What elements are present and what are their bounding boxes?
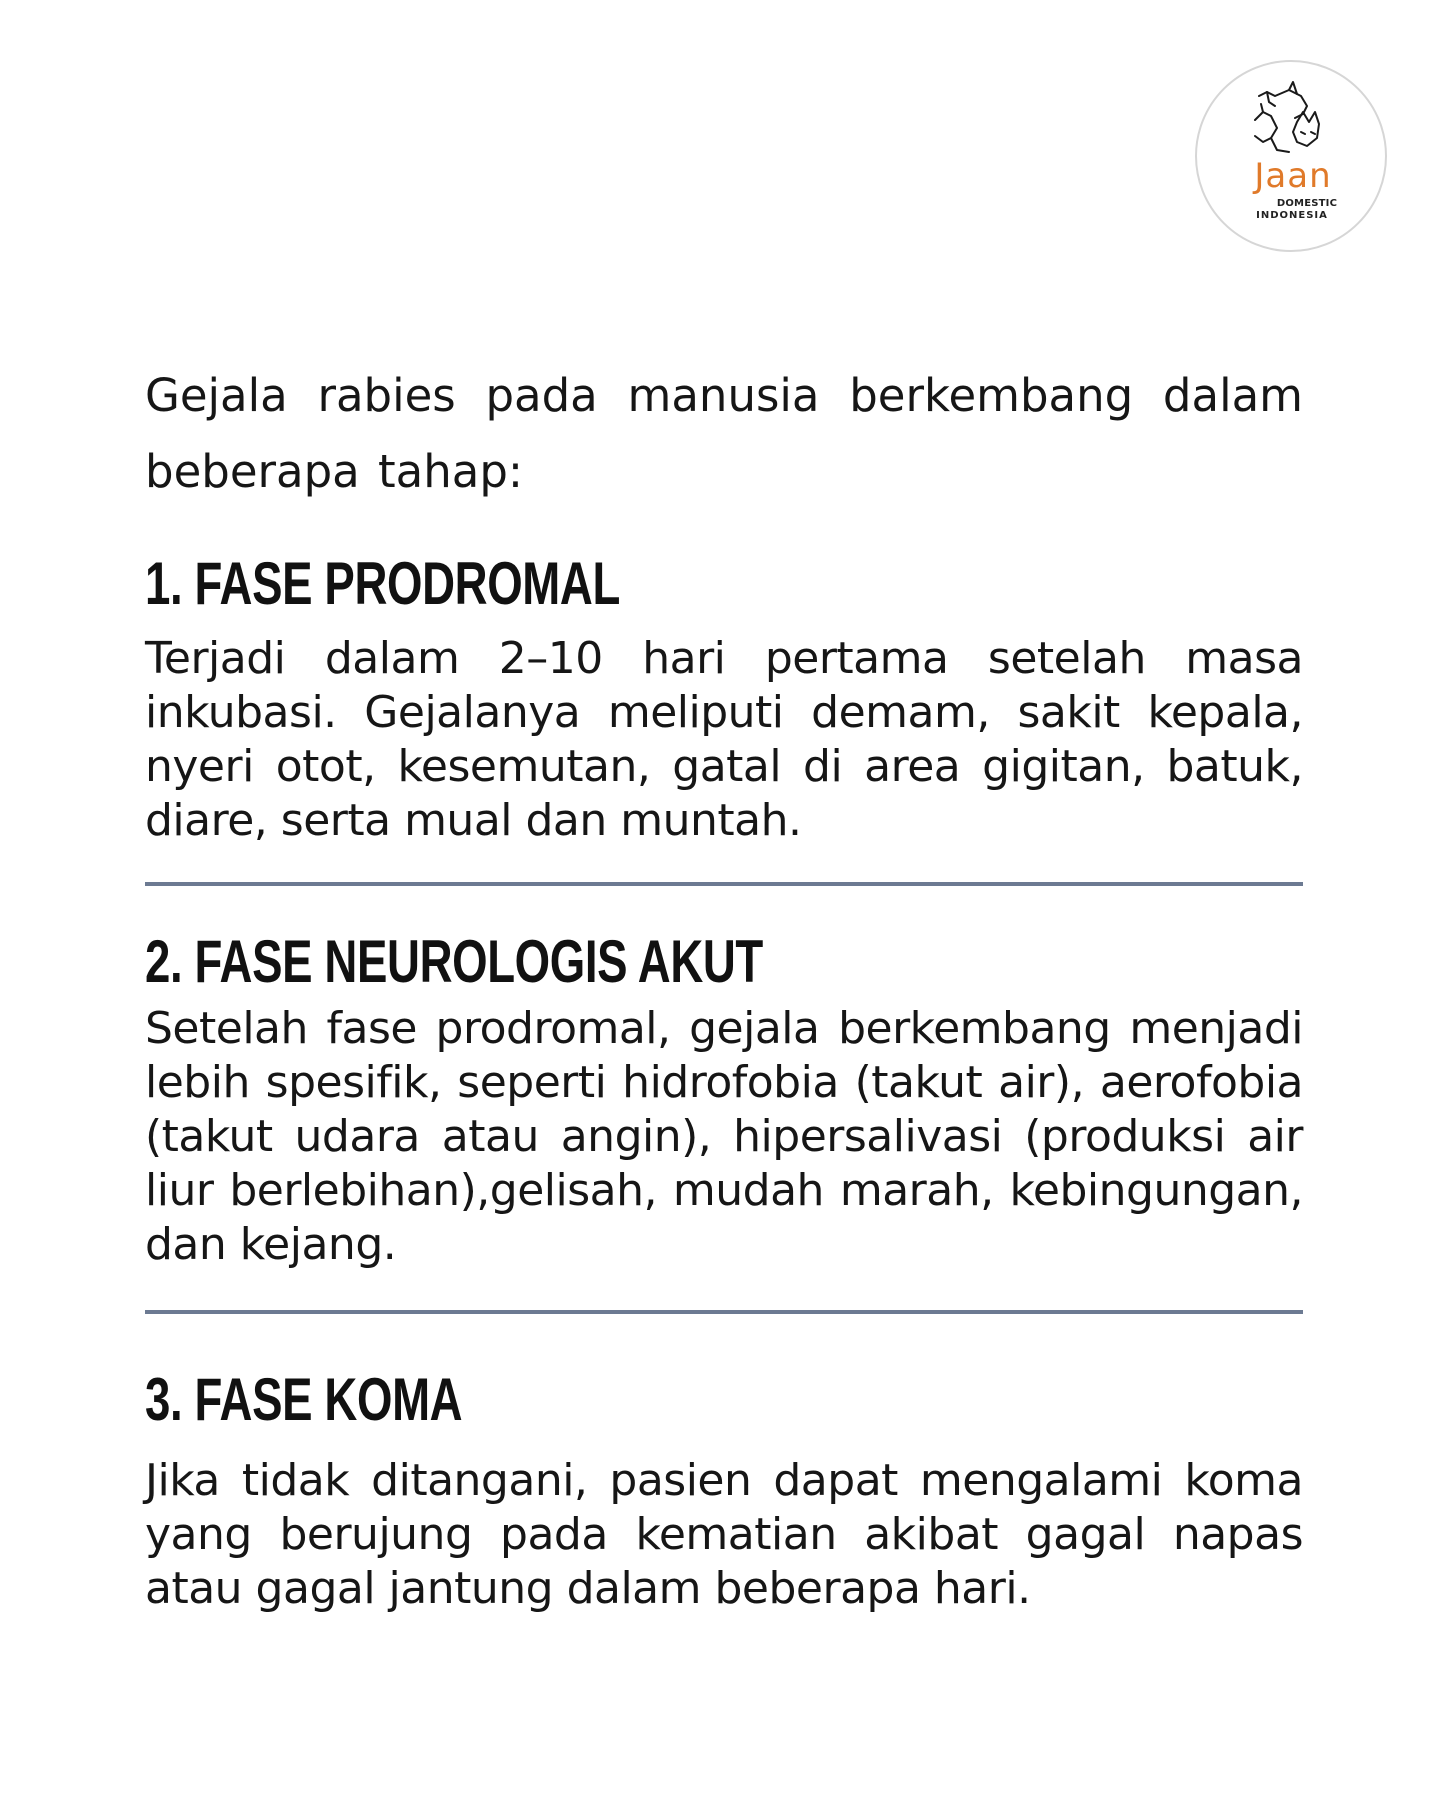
section-1-heading: 1. FASE PRODROMAL — [145, 550, 620, 617]
article — [145, 358, 1303, 1616]
section-2-body: Setelah fase prodromal, gejala berkembang menjadi lebih spesifik, seperti hidrofobia (takut air), aerofobia (takut udara atau angin), hipersalivasi (produksi air liur berlebihan),gelisah, mudah marah, kebingungan, dan kejang. — [145, 1003, 1303, 1270]
logo-line1: DOMESTIC — [1276, 198, 1338, 209]
logo-line2: INDONESIA — [1256, 210, 1328, 221]
section-3-heading: 3. FASE KOMA — [145, 1366, 463, 1433]
intro-paragraph: Gejala rabies pada manusia berkembang dalam beberapa tahap: — [145, 369, 1303, 498]
section-1-body: Terjadi dalam 2–10 hari pertama setelah masa inkubasi. Gejalanya meliputi demam, sakit kepala, nyeri otot, kesemutan, gatal di area gigitan, batuk, diare, serta mual dan muntah. — [145, 633, 1303, 846]
jaan-logo — [1195, 60, 1387, 252]
section-2-heading: 2. FASE NEUROLOGIS AKUT — [145, 928, 763, 995]
logo-brand-text: Jaan — [1254, 156, 1332, 196]
section-3-body: Jika tidak ditangani, pasien dapat mengalami koma yang berujung pada kematian akibat gagal napas atau gagal jantung dalam beberapa hari. — [145, 1455, 1303, 1614]
